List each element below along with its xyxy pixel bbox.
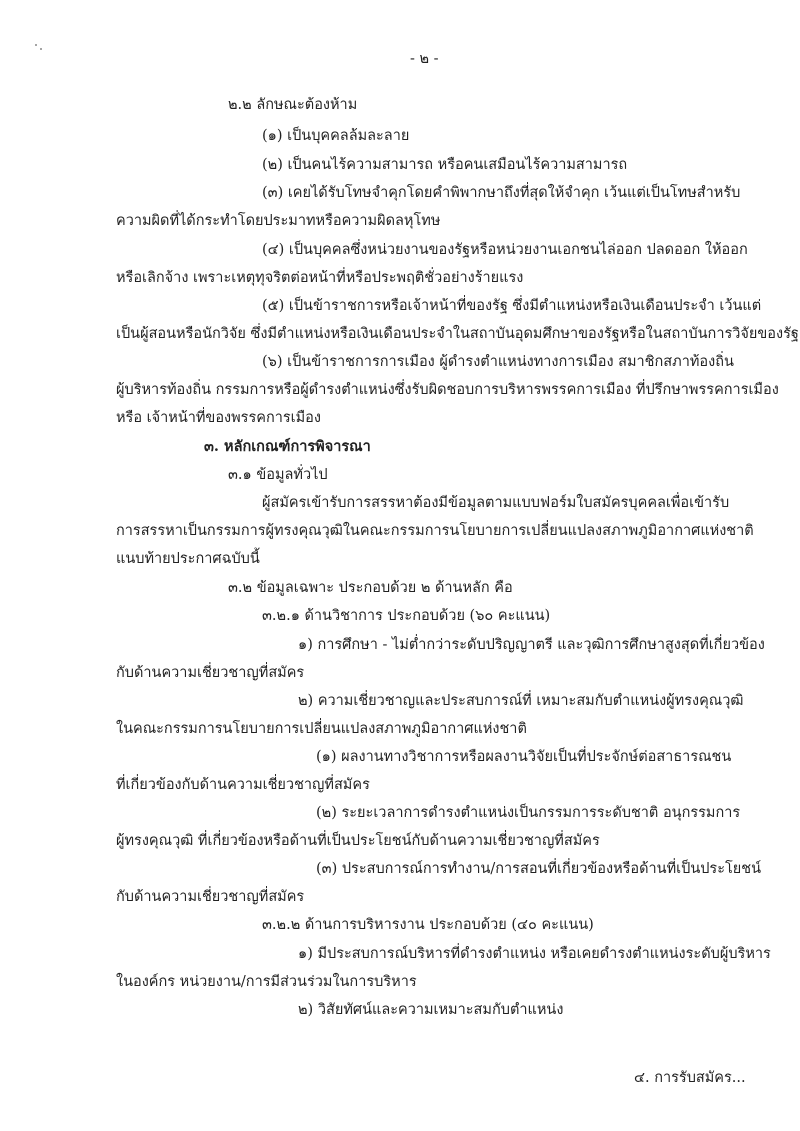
continuation-note: ๔. การรับสมัคร... bbox=[634, 1070, 746, 1086]
academic-sub-2-line-1: (๒) ระยะเวลาการดำรงตำแหน่งเป็นกรรมการระดับชาติ อนุกรรมการ bbox=[316, 805, 741, 821]
clause-5-line-2: เป็นผู้สอนหรือนักวิจัย ซึ่งมีตำแหน่งหรือเงินเดือนประจำในสถาบันอุดมศึกษาของรัฐหรือในสถาบันการวิจัยของรัฐ bbox=[116, 326, 799, 342]
academic-sub-3-line-1: (๓) ประสบการณ์การทำงาน/การสอนที่เกี่ยวข้องหรือด้านที่เป็นประโยชน์ bbox=[316, 861, 762, 877]
scan-speck bbox=[40, 48, 42, 50]
academic-sub-3-line-2: กับด้านความเชี่ยวชาญที่สมัคร bbox=[116, 889, 305, 905]
clause-5-line-1: (๕) เป็นข้าราชการหรือเจ้าหน้าที่ของรัฐ ซึ่งมีตำแหน่งหรือเงินเดือนประจำ เว้นแต่ bbox=[262, 298, 762, 314]
section-3-2-1-heading: ๓.๒.๑ ด้านวิชาการ ประกอบด้วย (๖๐ คะแนน) bbox=[262, 608, 551, 624]
management-item-2: ๒) วิสัยทัศน์และความเหมาะสมกับตำแหน่ง bbox=[298, 1002, 564, 1018]
clause-4-line-1: (๔) เป็นบุคคลซึ่งหน่วยงานของรัฐหรือหน่วยงานเอกชนไล่ออก ปลดออก ให้ออก bbox=[262, 242, 748, 258]
clause-3-line-1: (๓) เคยได้รับโทษจำคุกโดยคำพิพากษาถึงที่สุดให้จำคุก เว้นแต่เป็นโทษสำหรับ bbox=[262, 185, 741, 201]
section-3-2-2-heading: ๓.๒.๒ ด้านการบริหารงาน ประกอบด้วย (๔๐ คะแนน) bbox=[262, 917, 594, 933]
page-number: - ๒ - bbox=[410, 51, 439, 67]
section-3-1-line-1: ผู้สมัครเข้ารับการสรรหาต้องมีข้อมูลตามแบบฟอร์มใบสมัครบุคคลเพื่อเข้ารับ bbox=[262, 495, 730, 511]
clause-6-line-1: (๖) เป็นข้าราชการการเมือง ผู้ดำรงตำแหน่งทางการเมือง สมาชิกสภาท้องถิ่น bbox=[262, 354, 734, 370]
academic-item-2-line-2: ในคณะกรรมการนโยบายการเปลี่ยนแปลงสภาพภูมิอากาศแห่งชาติ bbox=[116, 721, 527, 737]
clause-3-line-2: ความผิดที่ได้กระทำโดยประมาทหรือความผิดลหุโทษ bbox=[116, 213, 441, 229]
academic-item-1-line-2: กับด้านความเชี่ยวชาญที่สมัคร bbox=[116, 665, 305, 681]
clause-6-line-3: หรือ เจ้าหน้าที่ของพรรคการเมือง bbox=[116, 410, 321, 426]
academic-item-2-line-1: ๒) ความเชี่ยวชาญและประสบการณ์ที่ เหมาะสมกับตำแหน่งผู้ทรงคุณวุฒิ bbox=[298, 693, 744, 709]
management-item-1-line-1: ๑) มีประสบการณ์บริหารที่ดำรงตำแหน่ง หรือเคยดำรงตำแหน่งระดับผู้บริหาร bbox=[298, 946, 771, 962]
section-3-2-heading: ๓.๒ ข้อมูลเฉพาะ ประกอบด้วย ๒ ด้านหลัก คือ bbox=[228, 580, 513, 596]
academic-item-1-line-1: ๑) การศึกษา - ไม่ต่ำกว่าระดับปริญญาตรี และวุฒิการศึกษาสูงสุดที่เกี่ยวข้อง bbox=[298, 637, 765, 653]
academic-sub-2-line-2: ผู้ทรงคุณวุฒิ ที่เกี่ยวข้องหรือด้านที่เป็นประโยชน์กับด้านความเชี่ยวชาญที่สมัคร bbox=[116, 833, 600, 849]
management-item-1-line-2: ในองค์กร หน่วยงาน/การมีส่วนร่วมในการบริหาร bbox=[116, 974, 417, 990]
section-2-2-heading: ๒.๒ ลักษณะต้องห้าม bbox=[228, 97, 358, 113]
section-3-1-line-3: แนบท้ายประกาศฉบับนี้ bbox=[116, 551, 260, 567]
section-3-1-heading: ๓.๑ ข้อมูลทั่วไป bbox=[228, 467, 328, 483]
scan-speck bbox=[35, 44, 37, 46]
clause-4-line-2: หรือเลิกจ้าง เพราะเหตุทุจริตต่อหน้าที่หรือประพฤติชั่วอย่างร้ายแรง bbox=[116, 270, 524, 286]
clause-2: (๒) เป็นคนไร้ความสามารถ หรือคนเสมือนไร้ความสามารถ bbox=[262, 157, 628, 173]
clause-6-line-2: ผู้บริหารท้องถิ่น กรรมการหรือผู้ดำรงตำแหน่งซึ่งรับผิดชอบการบริหารพรรคการเมือง ที่ปรึกษาพรรคการเมือง bbox=[116, 382, 779, 398]
academic-sub-1-line-2: ที่เกี่ยวข้องกับด้านความเชี่ยวชาญที่สมัคร bbox=[116, 777, 370, 793]
clause-1: (๑) เป็นบุคคลล้มละลาย bbox=[262, 128, 410, 144]
section-3-heading: ๓. หลักเกณฑ์การพิจารณา bbox=[204, 438, 371, 455]
section-3-1-line-2: การสรรหาเป็นกรรมการผู้ทรงคุณวุฒิในคณะกรรมการนโยบายการเปลี่ยนแปลงสภาพภูมิอากาศแห่งชาติ bbox=[116, 523, 754, 539]
academic-sub-1-line-1: (๑) ผลงานทางวิชาการหรือผลงานวิจัยเป็นที่ประจักษ์ต่อสาธารณชน bbox=[316, 749, 732, 765]
